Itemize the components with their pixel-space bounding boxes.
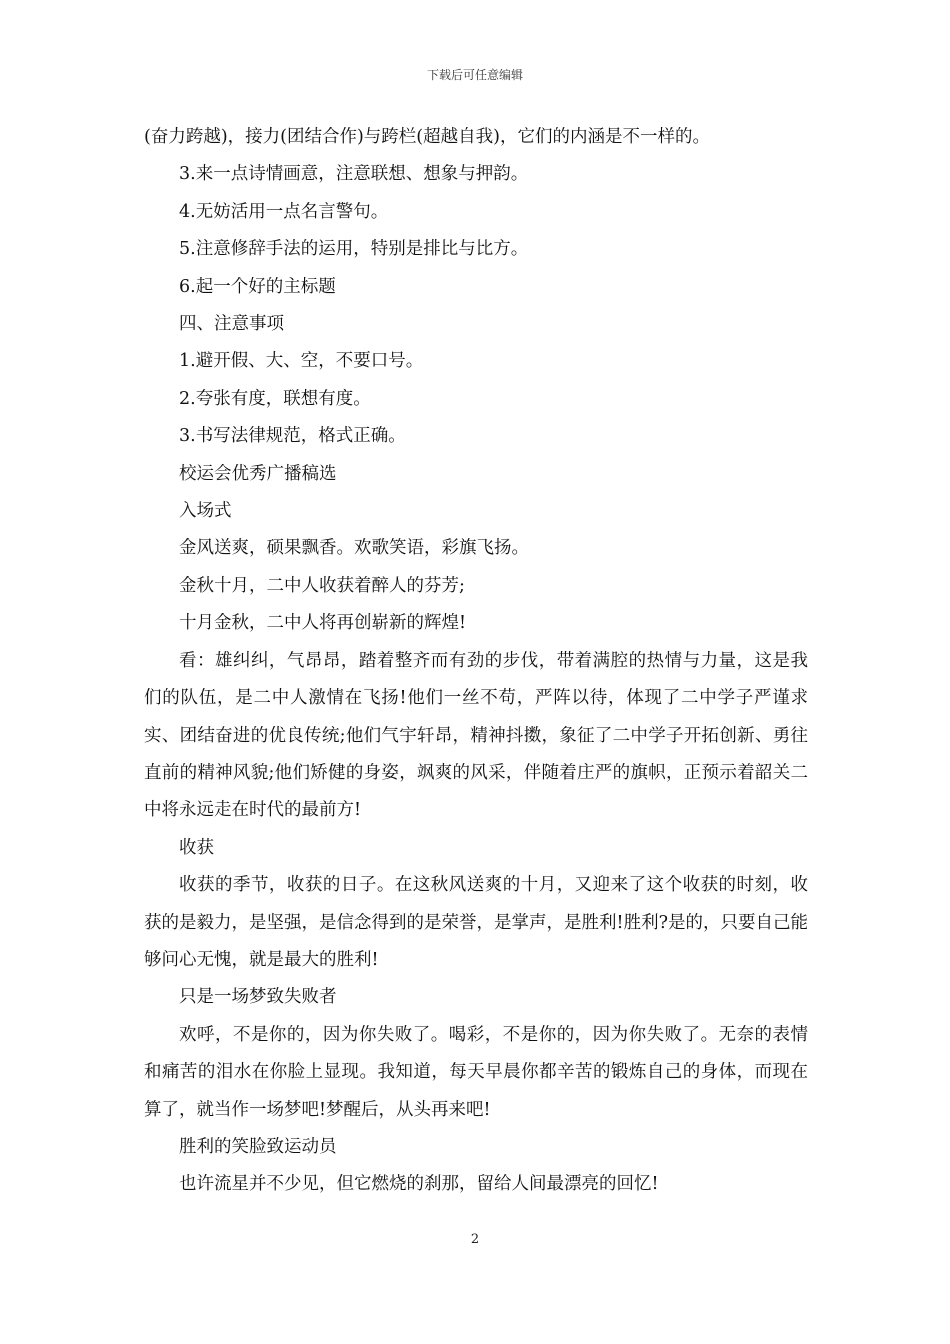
paragraph: 6.起一个好的主标题: [179, 276, 336, 297]
paragraph: 2.夸张有度，联想有度。: [179, 388, 371, 409]
paragraph: 1.避开假、大、空，不要口号。: [179, 351, 424, 372]
paragraph: 欢呼，不是你的，因为你失败了。喝彩，不是你的，因为你失败了。无奈的表情和痛苦的泪水在你脸上显现。我知道，每天早晨你都辛苦的锻炼自己的身体，而现在算了，就当作一场梦吧!梦醒后，从头再来吧!: [144, 1024, 808, 1120]
paragraph: 5.注意修辞手法的运用，特别是排比与比方。: [179, 239, 529, 260]
paragraph: 3.来一点诗情画意，注意联想、想象与押韵。: [179, 164, 529, 185]
paragraph: 金风送爽，硕果飘香。欢歌笑语，彩旗飞扬。: [179, 538, 529, 559]
subsection-heading: 入场式: [179, 501, 232, 522]
page-number: 2: [470, 1232, 480, 1247]
paragraph: 也许流星并不少见，但它燃烧的刹那，留给人间最漂亮的回忆!: [179, 1174, 659, 1195]
page-header: 下载后可任意编辑: [426, 68, 523, 82]
paragraph: (奋力跨越)，接力(团结合作)与跨栏(超越自我)，它们的内涵是不一样的。: [144, 127, 710, 147]
document-body: [144, 119, 808, 1204]
paragraph: 金秋十月，二中人收获着醉人的芬芳;: [179, 575, 465, 596]
section-heading: 校运会优秀广播稿选: [179, 463, 337, 484]
subsection-heading: 只是一场梦致失败者: [179, 987, 337, 1008]
section-heading: 四、注意事项: [179, 314, 284, 335]
paragraph: 十月金秋，二中人将再创崭新的辉煌!: [179, 613, 467, 634]
paragraph: 收获的季节，收获的日子。在这秋风送爽的十月，又迎来了这个收获的时刻，收获的是毅力，是坚强，是信念得到的是荣誉，是掌声，是胜利!胜利?是的，只要自己能够问心无愧，就是最大的胜利!: [144, 875, 808, 970]
paragraph: 4.无妨活用一点名言警句。: [179, 201, 389, 222]
subsection-heading: 胜利的笑脸致运动员: [179, 1136, 337, 1157]
paragraph: 3.书写法律规范，格式正确。: [179, 426, 406, 447]
paragraph: 看：雄纠纠，气昂昂，踏着整齐而有劲的步伐，带着满腔的热情与力量，这是我们的队伍，是二中人激情在飞扬!他们一丝不苟，严阵以待，体现了二中学子严谨求实、团结奋进的优良传统;他们气宇轩昂，精神抖擞，象征了二中学子开拓创新、勇往直前的精神风貌;他们矫健的身姿，飒爽的风采，伴随着庄严的旗帜，正预示着韶关二中将永远走在时代的最前方!: [144, 650, 808, 821]
subsection-heading: 收获: [179, 837, 214, 858]
